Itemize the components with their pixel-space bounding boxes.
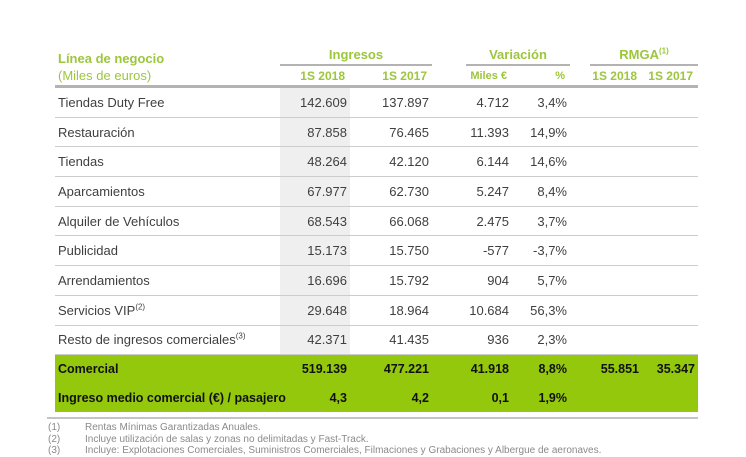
- col-group-rmga-label: RMGA: [619, 47, 659, 62]
- row-header-subtitle: (Miles de euros): [58, 68, 152, 83]
- cell-variacion-miles: 904: [487, 272, 509, 288]
- cell-variacion-miles: 6.144: [476, 154, 509, 170]
- cell-ingresos-1s2017: 42.120: [389, 154, 429, 170]
- table-total-row: [55, 384, 698, 413]
- cell-rmga-1s2017: 35.347: [656, 362, 695, 377]
- cell-ingresos-1s2017: 66.068: [389, 213, 429, 229]
- cell-variacion-miles: -577: [482, 243, 509, 259]
- row-label: Alquiler de Vehículos: [58, 213, 180, 229]
- cell-variacion-pct: 8,8%: [538, 362, 567, 377]
- footnotes: [48, 422, 698, 457]
- cell-rmga-1s2018: 55.851: [600, 362, 639, 377]
- cell-variacion-pct: 1,9%: [538, 390, 567, 405]
- footnote-line: [48, 445, 698, 457]
- cell-variacion-pct: 3,7%: [537, 213, 567, 229]
- row-label: Aparcamientos: [58, 183, 145, 199]
- col-group-rmga: [570, 48, 698, 66]
- cell-ingresos-1s2017: 4,2: [411, 390, 429, 405]
- commercial-revenue-table: [48, 40, 698, 457]
- footnote-number: (3): [48, 445, 61, 457]
- cell-ingresos-1s2017: 41.435: [389, 332, 429, 348]
- cell-ingresos-1s2017: 62.730: [389, 183, 429, 199]
- table-row: [55, 88, 698, 118]
- cell-variacion-pct: 5,7%: [537, 272, 567, 288]
- subheader-rmga-1s2018: 1S 2018: [592, 68, 637, 83]
- footnote-text: Rentas Mínimas Garantizadas Anuales.: [85, 422, 261, 434]
- col-group-rmga-sup: (1): [658, 46, 669, 56]
- row-label: Resto de ingresos comerciales$^{(3)}$: [58, 332, 246, 348]
- subheader-ingresos-1s2018: 1S 2018: [300, 68, 345, 83]
- row-label: Arrendamientos: [58, 272, 150, 288]
- table-row: [55, 236, 698, 266]
- total-row-label: Comercial: [58, 362, 119, 377]
- cell-ingresos-1s2018: 16.696: [307, 272, 347, 288]
- cell-ingresos-1s2018: 142.609: [300, 94, 347, 110]
- cell-ingresos-1s2018: 29.648: [307, 302, 347, 318]
- row-label: Servicios VIP$^{(2)}$: [58, 302, 146, 318]
- table-row: [55, 266, 698, 296]
- cell-ingresos-1s2017: 477.221: [383, 362, 429, 377]
- cell-ingresos-1s2017: 15.750: [389, 243, 429, 259]
- table-row: [55, 147, 698, 177]
- cell-ingresos-1s2017: 18.964: [389, 302, 429, 318]
- cell-variacion-pct: 2,3%: [537, 332, 567, 348]
- col-group-variacion-label: Variación: [489, 47, 547, 62]
- table-total-row: [55, 355, 698, 384]
- row-label: Publicidad: [58, 243, 118, 259]
- cell-ingresos-1s2017: 15.792: [389, 272, 429, 288]
- cell-ingresos-1s2018: 87.858: [307, 124, 347, 140]
- table-row: [55, 326, 698, 356]
- footnote-line: [48, 422, 698, 434]
- cell-variacion-pct: 8,4%: [537, 183, 567, 199]
- subheader-ingresos-1s2017: 1S 2017: [382, 68, 427, 83]
- cell-variacion-miles: 10.684: [469, 302, 509, 318]
- subheader-rmga-1s2017: 1S 2017: [648, 68, 693, 83]
- table-row: [55, 207, 698, 237]
- cell-ingresos-1s2018: 4,3: [329, 390, 347, 405]
- table-title: [55, 52, 280, 66]
- cell-ingresos-1s2017: 76.465: [389, 124, 429, 140]
- cell-ingresos-1s2018: 42.371: [307, 332, 347, 348]
- cell-variacion-miles: 41.918: [470, 362, 509, 377]
- cell-variacion-miles: 0,1: [491, 390, 509, 405]
- row-header-title: Línea de negocio: [58, 51, 165, 66]
- cell-ingresos-1s2017: 137.897: [382, 94, 429, 110]
- footnote-divider-rule: [47, 417, 698, 419]
- cell-variacion-pct: 56,3%: [530, 302, 567, 318]
- row-label: Restauración: [58, 124, 135, 140]
- cell-variacion-miles: 4.712: [476, 94, 509, 110]
- cell-variacion-miles: 2.475: [476, 213, 509, 229]
- footnote-number: (1): [48, 422, 61, 434]
- cell-ingresos-1s2018: 68.543: [307, 213, 347, 229]
- cell-variacion-pct: 14,6%: [530, 154, 567, 170]
- total-row-label: Ingreso medio comercial (€) / pasajero: [58, 390, 286, 405]
- subheader-variacion-pct: %: [555, 69, 565, 82]
- footnote-text: Incluye utilización de salas y zonas no delimitadas y Fast-Track.: [85, 433, 369, 445]
- footnote-number: (2): [48, 433, 61, 445]
- table-body: [55, 88, 698, 355]
- cell-variacion-miles: 11.393: [470, 124, 509, 140]
- col-group-ingresos-label: Ingresos: [328, 47, 384, 62]
- table-row: [55, 177, 698, 207]
- cell-variacion-pct: 3,4%: [537, 94, 567, 110]
- subheader-variacion-miles: Miles €: [470, 69, 507, 82]
- row-label: Tiendas Duty Free: [58, 94, 165, 110]
- row-label: Tiendas: [58, 154, 104, 170]
- cell-variacion-pct: -3,7%: [533, 243, 567, 259]
- cell-variacion-miles: 5.247: [476, 183, 509, 199]
- cell-ingresos-1s2018: 519.139: [301, 362, 347, 377]
- table-row: [55, 296, 698, 326]
- footnote-line: [48, 434, 698, 446]
- table-total-rows: [55, 355, 698, 412]
- footnote-text: Incluye: Explotaciones Comerciales, Suministros Comerciales, Filmaciones y Grabaciones y Albergue de aeronaves.: [85, 445, 602, 457]
- cell-ingresos-1s2018: 15.173: [307, 243, 347, 259]
- cell-ingresos-1s2018: 67.977: [307, 183, 347, 199]
- col-group-variacion: [432, 48, 570, 66]
- table-row: [55, 118, 698, 148]
- cell-ingresos-1s2018: 48.264: [307, 154, 347, 170]
- cell-variacion-pct: 14,9%: [530, 124, 567, 140]
- table-subheader-row: [55, 66, 698, 85]
- col-group-ingresos: [280, 48, 432, 66]
- cell-variacion-miles: 936: [487, 332, 509, 348]
- table-header-groups: [55, 40, 698, 66]
